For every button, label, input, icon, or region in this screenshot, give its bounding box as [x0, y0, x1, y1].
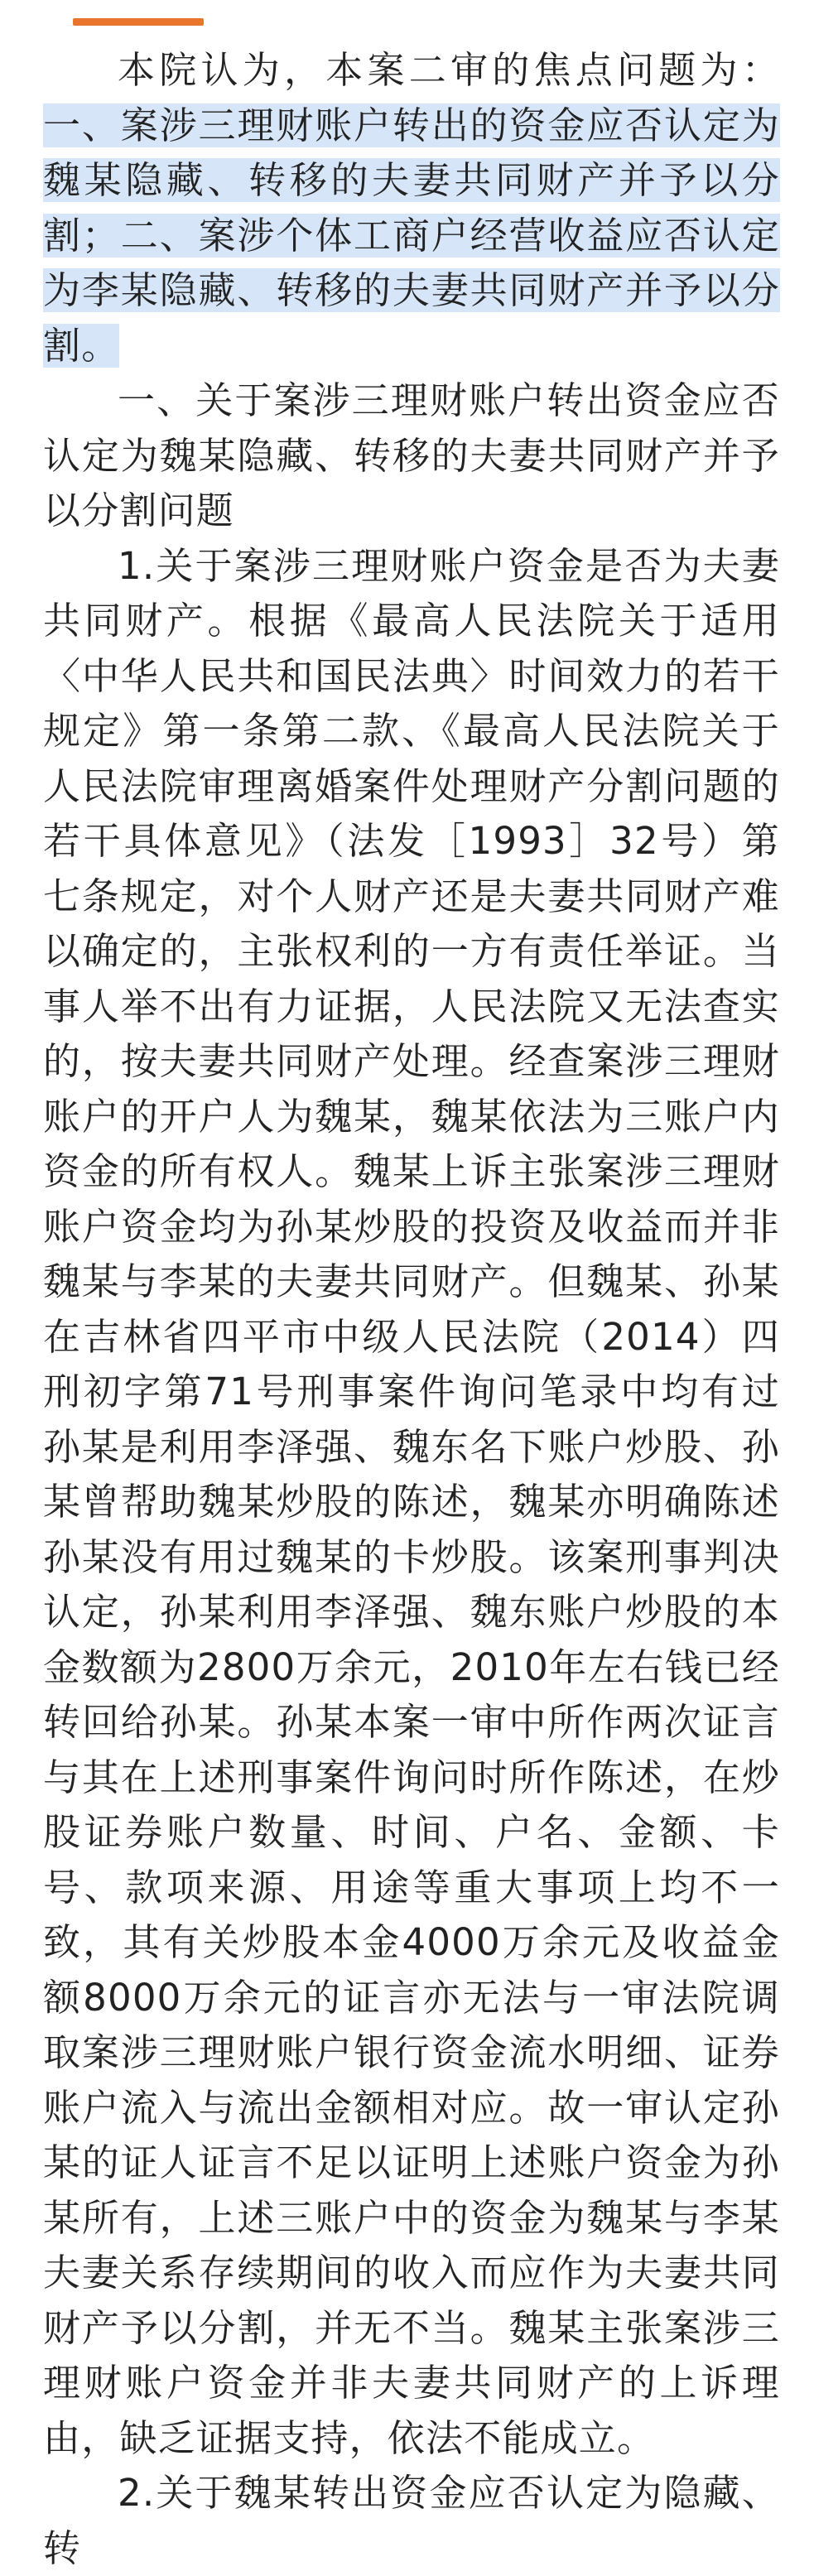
paragraph-focus-issues	[43, 43, 780, 373]
paragraph-next-partial: 2.关于魏某转出资金应否认定为隐藏、转	[43, 2471, 780, 2570]
highlighted-selection: 一、案涉三理财账户转出的资金应否认定为魏某隐藏、转移的夫妻共同财产并予以分割；二、案涉个体工商户经营收益应否认定为李某隐藏、转移的夫妻共同财产并予以分割。	[43, 103, 780, 368]
top-accent-bar	[73, 18, 204, 26]
paragraph-analysis: 1.关于案涉三理财账户资金是否为夫妻共同财产。根据《最高人民法院关于适用〈中华人民共和国民法典〉时间效力的若干规定》第一条第二款、《最高人民法院关于人民法院审理离婚案件处理财产分割问题的若干具体意见》（法发［1993］32号）第七条规定，对个人财产还是夫妻共同财产难以确定的，主张权利的一方有责任举证。当事人举不出有力证据，人民法院又无法查实的，按夫妻共同财产处理。经查案涉三理财账户的开户人为魏某，魏某依法为三账户内资金的所有权人。魏某上诉主张案涉三理财账户资金均为孙某炒股的投资及收益而并非魏某与李某的夫妻共同财产。但魏某、孙某在吉林省四平市中级人民法院（2014）四刑初字第71号刑事案件询问笔录中均有过孙某是利用李泽强、魏东名下账户炒股、孙某曾帮助魏某炒股的陈述，魏某亦明确陈述孙某没有用过魏某的卡炒股。该案刑事判决认定，孙某利用李泽强、魏东账户炒股的本金数额为2800万余元，2010年左右钱已经转回给孙某。孙某本案一审中所作两次证言与其在上述刑事案件询问时所作陈述，在炒股证券账户数量、时间、户名、金额、卡号、款项来源、用途等重大事项上均不一致，其有关炒股本金4000万余元及收益金额8000万余元的证言亦无法与一审法院调取案涉三理财账户银行资金流水明细、证券账户流入与流出金额相对应。故一审认定孙某的证人证言不足以证明上述账户资金为孙某所有，上述三账户中的资金为魏某与李某夫妻关系存续期间的收入而应作为夫妻共同财产予以分割，并无不当。魏某主张案涉三理财账户资金并非夫妻共同财产的上诉理由，缺乏证据支持，依法不能成立。	[43, 543, 780, 2460]
paragraph-section-heading: 一、关于案涉三理财账户转出资金应否认定为魏某隐藏、转移的夫妻共同财产并予以分割问题	[43, 378, 780, 532]
article-body	[43, 43, 780, 2576]
paragraph-lead-text: 本院认为，本案二审的焦点问题为：	[118, 48, 780, 92]
